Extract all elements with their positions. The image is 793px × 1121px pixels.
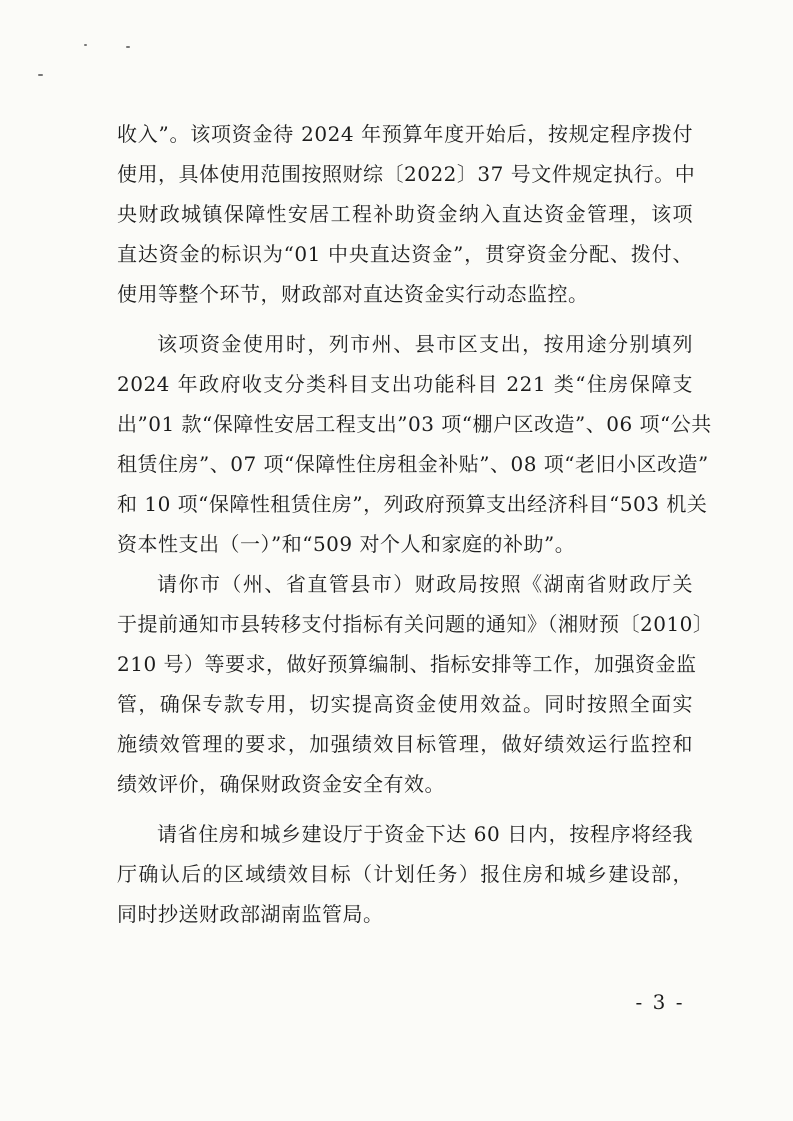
text-line: 2024 年政府收支分类科目支出功能科目 221 类“住房保障支 [117,372,693,396]
text-line: 于提前通知市县转移支付指标有关问题的通知》（湘财预〔2010〕 [117,612,714,636]
text-line: 施绩效管理的要求，加强绩效目标管理，做好绩效运行监控和 [117,732,693,756]
text-line: 管，确保专款专用，切实提高资金使用效益。同时按照全面实 [117,692,693,716]
page-number: - 3 - [635,990,685,1014]
text-line: 同时抄送财政部湖南监管局。 [117,902,384,926]
scan-speck [126,46,130,48]
text-line: 厅确认后的区域绩效目标（计划任务）报住房和城乡建设部， [117,862,693,886]
text-line: 使用等整个环节，财政部对直达资金实行动态监控。 [117,282,589,306]
text-line: 央财政城镇保障性安居工程补助资金纳入直达资金管理，该项 [117,202,693,226]
text-line: 和 10 项“保障性租赁住房”，列政府预算支出经济科目“503 机关 [117,492,708,516]
scan-speck [38,74,43,76]
text-line: 出”01 款“保障性安居工程支出”03 项“棚户区改造”、06 项“公共 [117,412,712,436]
text-line: 请你市（州、省直管县市）财政局按照《湖南省财政厅关 [157,572,693,596]
text-line: 该项资金使用时，列市州、县市区支出，按用途分别填列 [157,332,693,356]
text-line: 绩效评价，确保财政资金安全有效。 [117,772,445,796]
text-line: 请省住房和城乡建设厅于资金下达 60 日内，按程序将经我 [157,822,693,846]
text-line: 210 号）等要求，做好预算编制、指标安排等工作，加强资金监 [117,652,697,676]
text-line: 收入”。该项资金待 2024 年预算年度开始后，按规定程序拨付 [117,122,693,146]
text-line: 资本性支出（一）”和“509 对个人和家庭的补助”。 [117,532,576,556]
text-line: 直达资金的标识为“01 中央直达资金”，贯穿资金分配、拨付、 [117,242,693,266]
scan-speck [84,44,87,46]
text-line: 租赁住房”、07 项“保障性住房租金补贴”、08 项“老旧小区改造” [117,452,709,476]
text-line: 使用，具体使用范围按照财综〔2022〕37 号文件规定执行。中 [117,162,696,186]
